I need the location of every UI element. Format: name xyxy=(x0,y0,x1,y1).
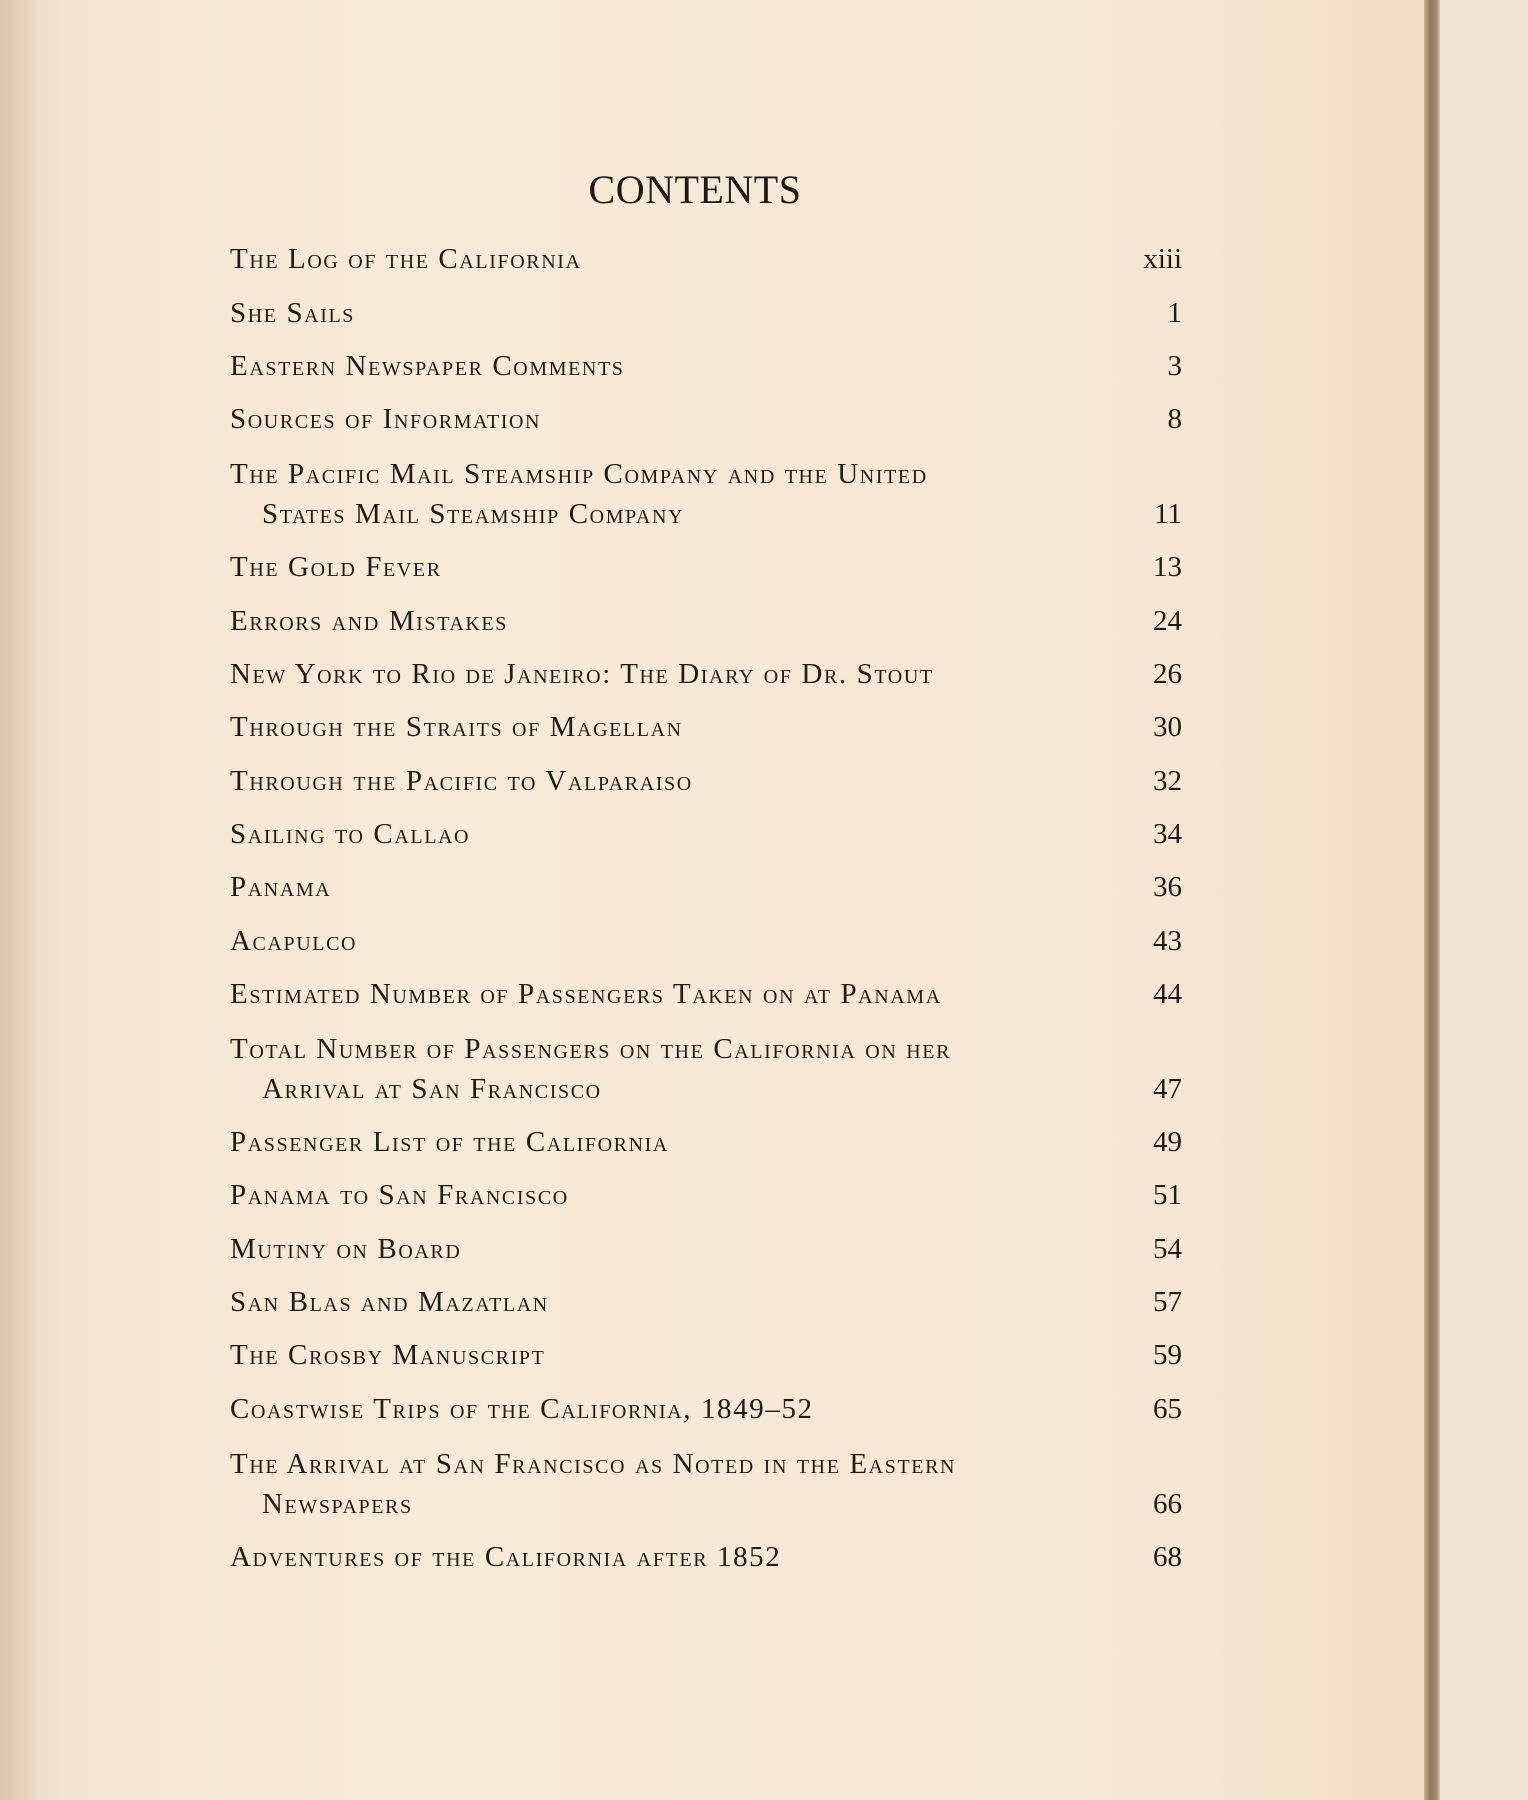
toc-entry-page: 11 xyxy=(1154,498,1182,531)
toc-entry-title: The Arrival at San Francisco as Noted in the Eastern Newspapers xyxy=(230,1447,957,1520)
toc-entry-page: 36 xyxy=(1153,871,1182,904)
toc-entry-title: Sources of Information xyxy=(230,403,542,436)
toc-entry xyxy=(230,1379,1182,1432)
toc-entry-title: The Crosby Manuscript xyxy=(230,1339,546,1372)
toc-entry-page: 54 xyxy=(1153,1232,1182,1265)
toc-entry xyxy=(230,1166,1182,1219)
toc-entry-page: 24 xyxy=(1153,604,1182,637)
toc-entry xyxy=(230,965,1182,1018)
toc-entry xyxy=(230,591,1182,644)
toc-entry-page: 30 xyxy=(1153,711,1182,744)
toc-entry-page: 8 xyxy=(1167,403,1182,436)
toc-entry-title: The Pacific Mail Steamship Company and the United States Mail Steamship Company xyxy=(230,458,928,531)
toc-entry xyxy=(230,337,1182,390)
toc-entry-title: Panama to San Francisco xyxy=(230,1179,569,1212)
toc-entry-title: San Blas and Mazatlan xyxy=(230,1286,549,1319)
toc-entry-title: Errors and Mistakes xyxy=(230,604,508,637)
toc-entry-title: Through the Straits of Magellan xyxy=(230,711,683,744)
toc-entry-title: Eastern Newspaper Comments xyxy=(230,349,625,382)
toc-entry xyxy=(230,751,1182,804)
toc-entry-page: 66 xyxy=(1153,1487,1182,1520)
toc-entry xyxy=(230,443,1182,538)
toc-entry-title: The Log of the California xyxy=(230,243,582,276)
toc-entry-page: 49 xyxy=(1153,1126,1182,1159)
toc-entry xyxy=(230,805,1182,858)
toc-entry-page: 51 xyxy=(1153,1179,1182,1212)
toc-entry-page: 43 xyxy=(1153,924,1182,957)
page-edge xyxy=(1424,0,1440,1800)
toc-entry xyxy=(230,1018,1182,1113)
toc-entry-title: Mutiny on Board xyxy=(230,1232,462,1265)
toc-entry-page: 32 xyxy=(1153,764,1182,797)
toc-entry-page: 1 xyxy=(1167,296,1182,329)
toc-entry-page: 34 xyxy=(1153,817,1182,850)
toc-entry xyxy=(230,1273,1182,1326)
toc-entry-title: Acapulco xyxy=(230,924,358,957)
toc-entry-page: 68 xyxy=(1153,1540,1182,1573)
toc-entry xyxy=(230,911,1182,964)
toc-entry xyxy=(230,390,1182,443)
toc-entry xyxy=(230,1433,1182,1528)
table-of-contents xyxy=(230,230,1182,1581)
gutter-shadow xyxy=(0,0,70,1800)
toc-entry-title: Passenger List of the California xyxy=(230,1126,669,1159)
toc-entry-page: 47 xyxy=(1153,1072,1182,1105)
toc-entry-page: xiii xyxy=(1143,243,1182,276)
toc-entry-title: Coastwise Trips of the California, 1849–52 xyxy=(230,1392,814,1425)
toc-entry xyxy=(230,1326,1182,1379)
toc-entry-title: New York to Rio de Janeiro: The Diary of Dr. Stout xyxy=(230,658,934,691)
toc-entry xyxy=(230,645,1182,698)
toc-entry-title: She Sails xyxy=(230,296,356,329)
background-surface xyxy=(1440,0,1528,1800)
toc-entry-page: 44 xyxy=(1153,977,1182,1010)
toc-entry-title: Estimated Number of Passengers Taken on at Panama xyxy=(230,977,942,1010)
toc-entry-title: Panama xyxy=(230,871,332,904)
contents-heading: CONTENTS xyxy=(588,167,802,212)
toc-entry-title: Adventures of the California after 1852 xyxy=(230,1540,782,1573)
toc-entry-title: The Gold Fever xyxy=(230,551,442,584)
toc-entry xyxy=(230,1528,1182,1581)
toc-entry xyxy=(230,1219,1182,1272)
toc-entry xyxy=(230,698,1182,751)
toc-entry xyxy=(230,283,1182,336)
toc-entry-title: Total Number of Passengers on the California on her Arrival at San Francisco xyxy=(230,1032,952,1105)
toc-entry-page: 26 xyxy=(1153,658,1182,691)
toc-entry-title: Through the Pacific to Valparaiso xyxy=(230,764,693,797)
toc-entry xyxy=(230,230,1182,283)
toc-entry xyxy=(230,858,1182,911)
toc-entry-page: 13 xyxy=(1153,551,1182,584)
toc-entry xyxy=(230,1113,1182,1166)
toc-entry xyxy=(230,538,1182,591)
toc-entry-page: 57 xyxy=(1153,1286,1182,1319)
toc-entry-title: Sailing to Callao xyxy=(230,817,471,850)
toc-entry-page: 59 xyxy=(1153,1339,1182,1372)
toc-entry-page: 65 xyxy=(1153,1392,1182,1425)
toc-entry-page: 3 xyxy=(1167,349,1182,382)
